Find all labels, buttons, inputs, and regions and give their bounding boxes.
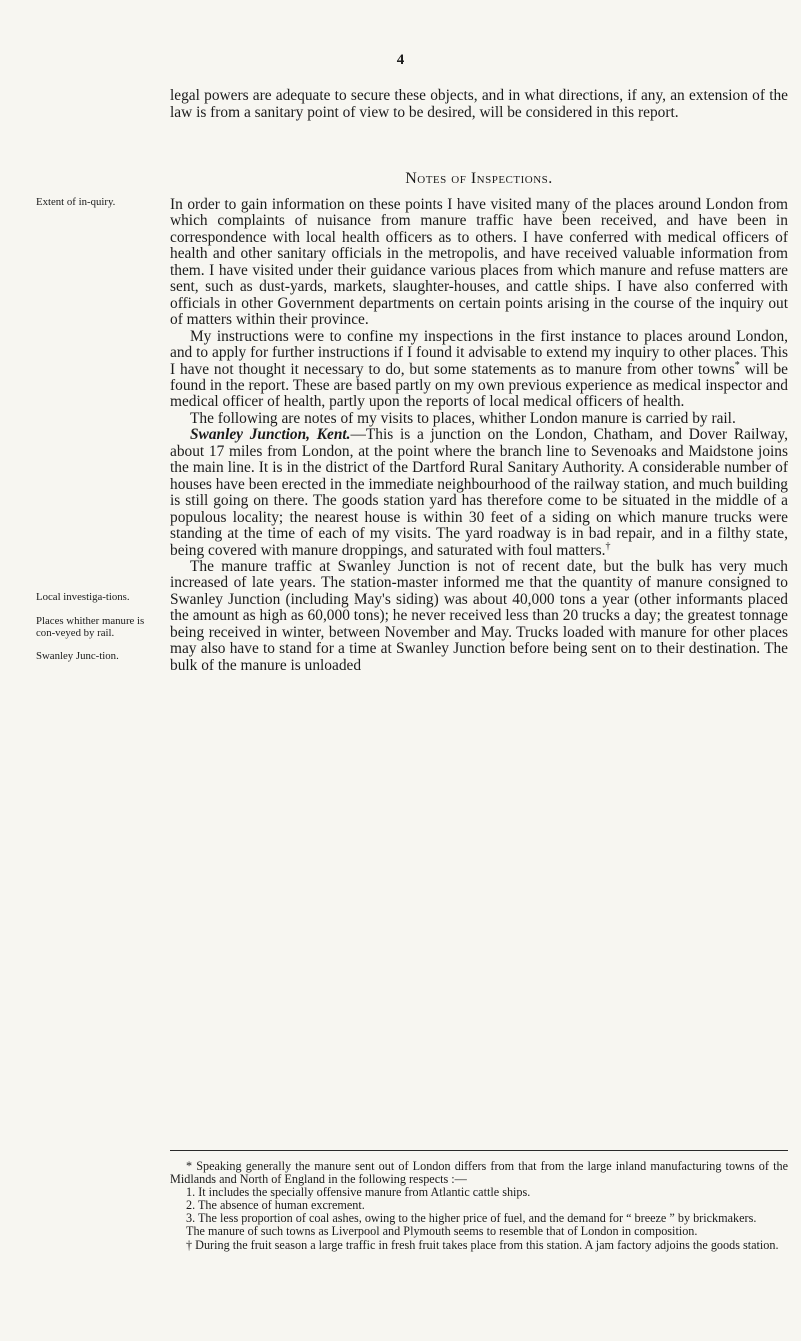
place-name: Swanley Junction, Kent. — [190, 426, 351, 444]
section-heading: Notes of Inspections. — [405, 170, 553, 187]
margin-note-places-by-rail: Places whither manure is con-veyed by rail. — [36, 615, 145, 639]
footnote-item-1: 1. It includes the specially offensive manure from Atlantic cattle ships. — [186, 1185, 531, 1200]
margin-note-swanley: Swanley Junc-tion. — [36, 650, 119, 662]
footnote-plymouth: The manure of such towns as Liverpool and Plymouth seems to resemble that of London in composition. — [186, 1224, 698, 1239]
footnote-marker-star: * — [734, 359, 740, 371]
paragraph-extent: In order to gain information on these points I have visited many of the places around London from which complaints of nuisance from manure traffic have been received, and have been in correspondence with local health officers as to others. I have conferred with medical officers of health and other sanitary officials in the metropolis, and have received valuable information from them. I have visited under their guidance various places from which manure and refuse matters are sent, such as dust-yards, markets, slaughter-houses, and cattle ships. I have also conferred with officials in other Government departments on certain points arising in the course of the inquiry out of matters within their province. — [170, 196, 788, 329]
footnote-star: * Speaking generally the manure sent out of London differs from that from the large inland manufacturing towns of the Midlands and North of England in the following respects :— — [170, 1159, 788, 1187]
page-number: 4 — [396, 52, 405, 68]
paragraph-following: The following are notes of my visits to places, whither London manure is carried by rail. — [190, 409, 736, 427]
body-text — [170, 197, 788, 674]
margin-note-local-investigations: Local investiga-tions. — [36, 591, 130, 603]
footnotes — [170, 1160, 788, 1252]
paragraph-instructions — [170, 329, 788, 411]
footnote-item-3: 3. The less proportion of coal ashes, owing to the higher price of fuel, and the demand for “ breeze ” by brickmakers. — [186, 1211, 757, 1226]
paragraph-swanley-text: —This is a junction on the London, Chatham, and Dover Railway, about 17 miles from London, at the point where the branch line to Sevenoaks and Maidstone joins the main line. It is in the district of the Dartford Rural Sanitary Authority. A considerable number of houses have been erected in the immediate neighbourhood of the railway station, and much building is still going on there. The goods station yard has therefore come to be situated in the middle of a populous locality; the nearest house is within 30 feet of a siding on which manure trucks were standing at the time of each of my visits. The yard roadway is in bad repair, and in a filthy state, being covered with manure droppings, and saturated with foul matters. — [170, 426, 789, 559]
paragraph-traffic: The manure traffic at Swanley Junction is not of recent date, but the bulk has very much increased of late years. The station-master informed me that the quantity of manure consigned to Swanley Junction (including May's siding) was about 40,000 tons a year (other informants placed the amount as high as 60,000 tons); he never received less than 20 trucks a day; the greatest tonnage being received in winter, between November and May. Trucks loaded with manure for other places may also have to stand for a time at Swanley Junction before being sent on to their destination. The bulk of the manure is unloaded — [170, 557, 788, 674]
paragraph-instructions-b: will be found in the report. These are based partly on my own previous experience as medical inspector and medical officer of health, partly upon the reports of local medical officers of health. — [170, 360, 788, 411]
footnote-marker-dagger: † — [605, 540, 611, 552]
footnote-dagger: † During the fruit season a large traffic in fresh fruit takes place from this station. A jam factory adjoins the goods station. — [186, 1237, 779, 1252]
footnote-rule — [170, 1150, 788, 1151]
footnote-item-2: 2. The absence of human excrement. — [186, 1198, 365, 1213]
intro-paragraph: legal powers are adequate to secure these objects, and in what directions, if any, an extension of the law is from a sanitary point of view to be desired, will be considered in this report. — [170, 87, 788, 121]
margin-note-extent: Extent of in-quiry. — [36, 196, 116, 208]
paragraph-instructions-a: My instructions were to confine my inspections in the first instance to places around London, and to apply for further instructions if I found it advisable to extend my inquiry to other places. This I have not thought it necessary to do, but some statements as to manure from other towns — [170, 327, 788, 378]
paragraph-swanley — [170, 427, 788, 559]
